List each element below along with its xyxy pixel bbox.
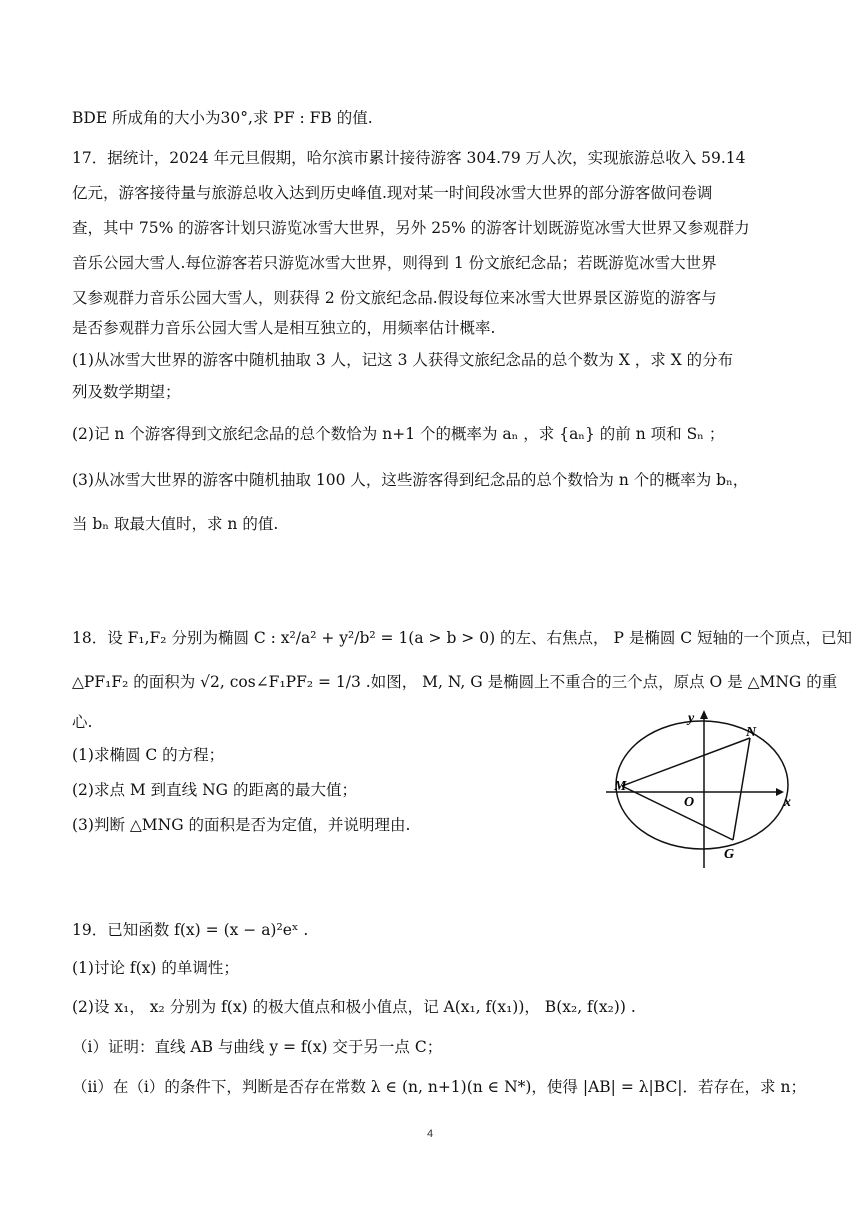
text-line: (2)设 x₁， x₂ 分别为 f(x) 的极大值点和极小值点，记 A(x₁, f(x₁))， B(x₂, f(x₂)) . xyxy=(72,998,636,1016)
ellipse-figure xyxy=(600,708,800,873)
text-line: 当 bₙ 取最大值时，求 n 的值. xyxy=(72,515,279,533)
text-line: 音乐公园大雪人.每位游客若只游览冰雪大世界，则得到 1 份文旅纪念品；若既游览冰雪大世界 xyxy=(72,254,717,272)
text-line: （ⅰ）证明：直线 AB 与曲线 y = f(x) 交于另一点 C； xyxy=(72,1038,443,1056)
text-line: 列及数学期望； xyxy=(72,383,181,401)
point-g-label: G xyxy=(724,847,735,862)
origin-label: O xyxy=(684,795,695,810)
problem-19-line: 19．已知函数 f(x) = (x − a)²eˣ . xyxy=(72,921,309,939)
text-line: (1)求椭圆 C 的方程； xyxy=(72,746,225,764)
text-line: （ⅱ）在（i）的条件下，判断是否存在常数 λ ∈ (n, n+1)(n ∈ N*)，使得 |AB| = λ|BC|．若存在，求 n； xyxy=(72,1078,806,1096)
point-m-label: M xyxy=(614,779,627,794)
page-number: 4 xyxy=(426,1128,434,1140)
problem-17-line: 17．据统计，2024 年元旦假期，哈尔滨市累计接待游客 304.79 万人次，实现旅游总收入 59.14 xyxy=(72,149,746,167)
x-axis-label: x xyxy=(784,795,791,810)
text-line: △PF₁F₂ 的面积为 √2, cos∠F₁PF₂ = 1/3 .如图， M, N, G 是椭圆上不重合的三个点，原点 O 是 △MNG 的重 xyxy=(72,673,838,691)
text-line: 查，其中 75% 的游客计划只游览冰雪大世界，另外 25% 的游客计划既游览冰雪大世界又参观群力 xyxy=(72,219,750,237)
text-line: (3)判断 △MNG 的面积是否为定值，并说明理由. xyxy=(72,816,411,834)
text-line: (2)记 n 个游客得到文旅纪念品的总个数恰为 n+1 个的概率为 aₙ ，求 {aₙ} 的前 n 项和 Sₙ ； xyxy=(72,425,725,443)
problem-18-line: 18．设 F₁,F₂ 分别为椭圆 C : x²/a² + y²/b² = 1(a > b > 0) 的左、右焦点， P 是椭圆 C 短轴的一个顶点，已知 xyxy=(72,629,853,647)
text-line: 又参观群力音乐公园大雪人，则获得 2 份文旅纪念品.假设每位来冰雪大世界景区游览的游客与 xyxy=(72,289,717,307)
text-line: (2)求点 M 到直线 NG 的距离的最大值； xyxy=(72,781,357,799)
text-line: (1)从冰雪大世界的游客中随机抽取 3 人，记这 3 人获得文旅纪念品的总个数为 X ，求 X 的分布 xyxy=(72,351,734,369)
text-line: 是否参观群力音乐公园大雪人是相互独立的，用频率估计概率. xyxy=(72,319,496,337)
point-n-label: N xyxy=(746,725,757,740)
text-line: 心. xyxy=(72,713,93,731)
text-line: (1)讨论 f(x) 的单调性； xyxy=(72,959,239,977)
text-line: 亿元，游客接待量与旅游总收入达到历史峰值.现对某一时间段冰雪大世界的部分游客做问卷调 xyxy=(72,184,713,202)
text-line: BDE 所成角的大小为30°,求 PF : FB 的值. xyxy=(72,109,373,127)
y-axis-label: y xyxy=(688,711,695,726)
text-line: (3)从冰雪大世界的游客中随机抽取 100 人，这些游客得到纪念品的总个数恰为 n 个的概率为 bₙ， xyxy=(72,471,749,489)
